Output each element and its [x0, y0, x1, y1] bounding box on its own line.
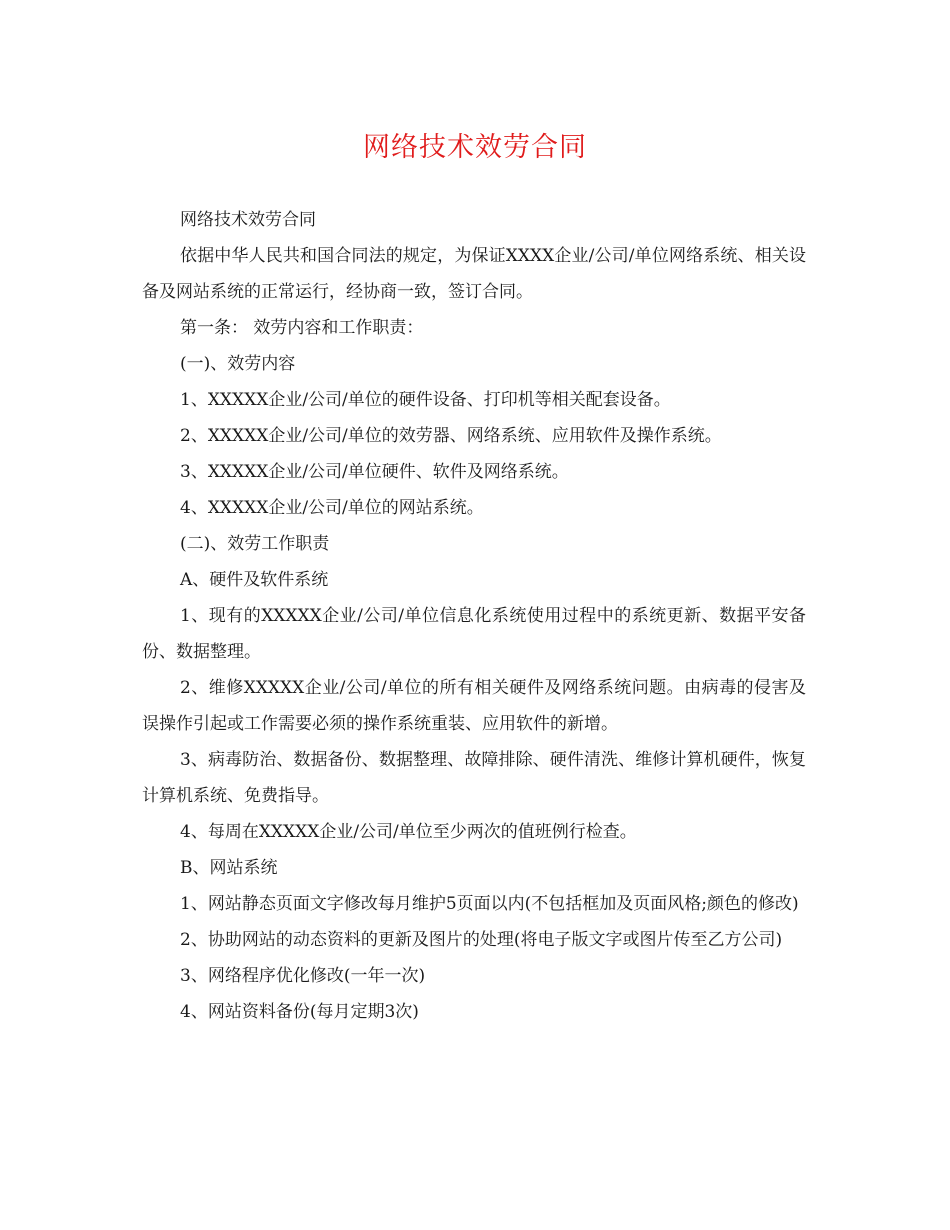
paragraph-item: 4、网站资料备份(每月定期3次)	[180, 1002, 419, 1022]
paragraph-item: 4、XXXXX企业/公司/单位的网站系统。	[180, 498, 484, 518]
paragraph-item: 3、网络程序优化修改(一年一次)	[180, 966, 426, 986]
paragraph-item: 3、病毒防治、数据备份、数据整理、故障排除、硬件清洗、维修计算机硬件，恢复计算机系统、免费指导。	[142, 750, 806, 806]
document-body	[142, 202, 806, 1030]
paragraph-preamble: 依据中华人民共和国合同法的规定，为保证XXXX企业/公司/单位网络系统、相关设备及网站系统的正常运行，经协商一致，签订合同。	[142, 246, 806, 302]
paragraph-subsection-b: B、网站系统	[180, 858, 278, 878]
paragraph-item: 1、网站静态页面文字修改每月维护5页面以内(不包括框加及页面风格;颜色的修改)	[180, 894, 799, 914]
paragraph-section-2: (二)、效劳工作职责	[180, 534, 330, 554]
paragraph-item: 1、XXXXX企业/公司/单位的硬件设备、打印机等相关配套设备。	[180, 390, 671, 410]
document-title: 网络技术效劳合同	[363, 132, 587, 163]
paragraph-subtitle: 网络技术效劳合同	[180, 210, 316, 230]
paragraph-article-1: 第一条： 效劳内容和工作职责：	[180, 318, 424, 338]
paragraph-section-1: (一)、效劳内容	[180, 354, 296, 374]
paragraph-subsection-a: A、硬件及软件系统	[180, 570, 329, 590]
paragraph-item: 2、XXXXX企业/公司/单位的效劳器、网络系统、应用软件及操作系统。	[180, 426, 722, 446]
paragraph-item: 4、每周在XXXXX企业/公司/单位至少两次的值班例行检查。	[180, 822, 637, 842]
paragraph-item: 1、现有的XXXXX企业/公司/单位信息化系统使用过程中的系统更新、数据平安备份、数据整理。	[142, 606, 806, 662]
paragraph-item: 2、协助网站的动态资料的更新及图片的处理(将电子版文字或图片传至乙方公司)	[180, 930, 783, 950]
paragraph-item: 2、维修XXXXX企业/公司/单位的所有相关硬件及网络系统问题。由病毒的侵害及误操作引起或工作需要必须的操作系统重装、应用软件的新增。	[142, 678, 806, 734]
paragraph-item: 3、XXXXX企业/公司/单位硬件、软件及网络系统。	[180, 462, 569, 482]
